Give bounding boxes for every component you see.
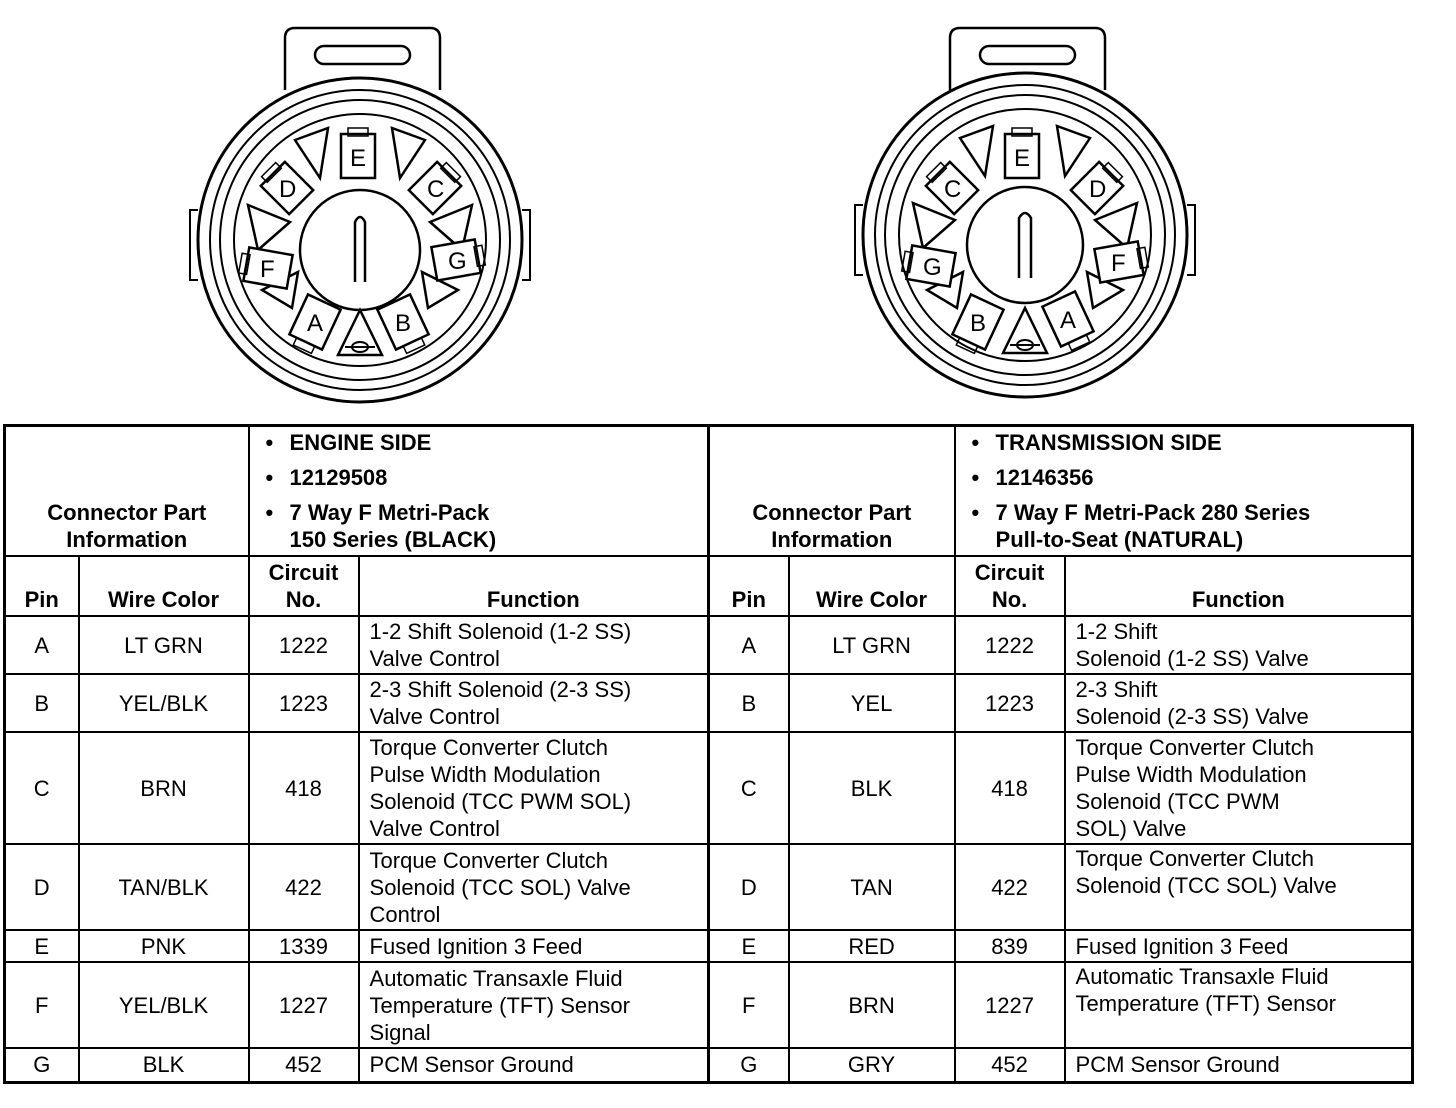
- left-function-line: Fused Ignition 3 Feed: [369, 933, 583, 959]
- left-function-line: Valve Control: [369, 646, 500, 671]
- left-pin-cell: F: [5, 962, 79, 1048]
- right-circuit-cell: 839: [955, 930, 1065, 962]
- right-wire-color-cell: YEL: [789, 674, 955, 732]
- transmission-pin-f-label: F: [1111, 250, 1126, 277]
- right-circuit-cell: 422: [955, 844, 1065, 930]
- col-circuit-right-line-2: No.: [991, 587, 1028, 612]
- right-function-cell: [1065, 616, 1413, 674]
- right-wire-color-cell: GRY: [789, 1048, 955, 1082]
- left-function-cell: [359, 930, 709, 962]
- left-circuit-cell: 422: [249, 844, 359, 930]
- right-function-line: PCM Sensor Ground: [1075, 1052, 1280, 1078]
- right-pin-cell: E: [709, 930, 789, 962]
- col-wire-color-right: Wire Color: [789, 556, 955, 616]
- transmission-side-connector: [815, 10, 1235, 410]
- right-function-cell: [1065, 962, 1413, 1048]
- table-row: [5, 1048, 1413, 1082]
- right-info-side: • TRANSMISSION SIDE: [996, 429, 1404, 456]
- right-function-line: 1-2 Shift: [1075, 619, 1158, 644]
- right-function-cell: [1065, 1048, 1413, 1082]
- right-info-type-line-2: Pull-to-Seat (NATURAL): [995, 527, 1244, 552]
- right-function-line: Solenoid (TCC PWM: [1075, 789, 1280, 814]
- engine-pin-g-label: G: [448, 248, 467, 275]
- left-wire-color-cell: TAN/BLK: [79, 844, 249, 930]
- right-info-label-line-2: Information: [771, 527, 893, 552]
- left-function-line: Valve Control: [369, 704, 500, 729]
- right-function-line: Solenoid (2-3 SS) Valve: [1075, 704, 1309, 729]
- transmission-pin-d-label: D: [1089, 176, 1107, 203]
- left-function-line: Automatic Transaxle Fluid: [369, 965, 623, 991]
- right-function-cell: [1065, 732, 1413, 844]
- left-function-line: 2-3 Shift Solenoid (2-3 SS): [369, 677, 632, 702]
- left-function-line: Pulse Width Modulation: [369, 762, 601, 787]
- engine-pin-b-label: B: [395, 310, 412, 337]
- right-pin-cell: G: [709, 1048, 789, 1082]
- right-wire-color-cell: LT GRN: [789, 616, 955, 674]
- column-header-row: [5, 556, 1413, 616]
- table-row: [5, 930, 1413, 962]
- transmission-pin-a-label: A: [1060, 307, 1077, 334]
- right-wire-color-cell: BLK: [789, 732, 955, 844]
- left-wire-color-cell: BRN: [79, 732, 249, 844]
- left-function-line: Torque Converter Clutch: [369, 735, 608, 760]
- left-function-cell: [359, 962, 709, 1048]
- left-info-label-line-1: Connector Part: [47, 500, 207, 525]
- right-pin-cell: C: [709, 732, 789, 844]
- right-pin-cell: A: [709, 616, 789, 674]
- left-circuit-cell: 1227: [249, 962, 359, 1048]
- right-circuit-cell: 1223: [955, 674, 1065, 732]
- col-pin-right: Pin: [709, 556, 789, 616]
- table-row: [5, 732, 1413, 844]
- transmission-pin-c-label: C: [944, 176, 962, 203]
- left-circuit-cell: 452: [249, 1048, 359, 1082]
- right-connector-info: [955, 426, 1413, 557]
- pinout-table: [3, 424, 1414, 1084]
- right-function-line: SOL) Valve: [1075, 816, 1187, 841]
- right-connector-info-label: [709, 426, 955, 557]
- left-function-line: Temperature (TFT) Sensor: [369, 992, 630, 1018]
- table-row: [5, 616, 1413, 674]
- right-wire-color-cell: RED: [789, 930, 955, 962]
- left-function-cell: [359, 616, 709, 674]
- engine-connector-drawing: [150, 10, 570, 410]
- right-info-label-line-1: Connector Part: [752, 500, 912, 525]
- col-wire-color-left: Wire Color: [79, 556, 249, 616]
- right-info-type-line-1: • 7 Way F Metri-Pack 280 Series: [996, 499, 1404, 526]
- engine-pin-e: [341, 128, 375, 178]
- engine-pin-e-label: E: [350, 145, 367, 172]
- right-circuit-cell: 418: [955, 732, 1065, 844]
- left-info-side: • ENGINE SIDE: [290, 429, 700, 456]
- left-wire-color-cell: YEL/BLK: [79, 962, 249, 1048]
- col-circuit-left-line-1: Circuit: [268, 560, 339, 585]
- left-wire-color-cell: PNK: [79, 930, 249, 962]
- right-function-line: Automatic Transaxle Fluid: [1075, 964, 1329, 989]
- right-wire-color-cell: TAN: [789, 844, 955, 930]
- left-pin-cell: G: [5, 1048, 79, 1082]
- left-circuit-cell: 1339: [249, 930, 359, 962]
- left-connector-info-label: [5, 426, 249, 557]
- engine-pin-f-label: F: [260, 256, 275, 283]
- left-function-cell: [359, 1048, 709, 1082]
- left-circuit-cell: 1222: [249, 616, 359, 674]
- col-circuit-right-line-1: Circuit: [974, 560, 1045, 585]
- left-function-cell: [359, 844, 709, 930]
- engine-pin-d-label: D: [279, 176, 297, 203]
- col-circuit-left-line-2: No.: [285, 587, 322, 612]
- table-header-row: [5, 426, 1413, 557]
- pin-rows: [5, 616, 1413, 1082]
- right-function-line: Temperature (TFT) Sensor: [1075, 991, 1336, 1016]
- left-function-line: Signal: [369, 1019, 431, 1045]
- left-pin-cell: C: [5, 732, 79, 844]
- right-circuit-cell: 452: [955, 1048, 1065, 1082]
- left-circuit-cell: 418: [249, 732, 359, 844]
- left-info-type-line-2: 150 Series (BLACK): [289, 527, 497, 552]
- left-pin-cell: A: [5, 616, 79, 674]
- col-function-left: Function: [359, 556, 709, 616]
- right-pin-cell: B: [709, 674, 789, 732]
- right-info-part-number: • 12146356: [996, 464, 1404, 491]
- right-function-cell: [1065, 674, 1413, 732]
- right-pin-cell: F: [709, 962, 789, 1048]
- left-pin-cell: D: [5, 844, 79, 930]
- left-pin-cell: E: [5, 930, 79, 962]
- left-function-cell: [359, 732, 709, 844]
- engine-pin-c-label: C: [427, 176, 445, 203]
- right-circuit-cell: 1227: [955, 962, 1065, 1048]
- right-function-line: Solenoid (1-2 SS) Valve: [1075, 646, 1309, 671]
- left-wire-color-cell: YEL/BLK: [79, 674, 249, 732]
- left-function-line: Control: [369, 901, 441, 927]
- right-function-line: Torque Converter Clutch: [1075, 735, 1314, 760]
- left-pin-cell: B: [5, 674, 79, 732]
- left-function-line: 1-2 Shift Solenoid (1-2 SS): [369, 619, 632, 644]
- left-wire-color-cell: BLK: [79, 1048, 249, 1082]
- col-circuit-left: [249, 556, 359, 616]
- right-function-line: Fused Ignition 3 Feed: [1075, 933, 1289, 959]
- col-pin-left: Pin: [5, 556, 79, 616]
- right-function-cell: [1065, 844, 1413, 930]
- transmission-pin-g-label: G: [923, 254, 942, 281]
- table-row: [5, 674, 1413, 732]
- transmission-pin-b-label: B: [970, 310, 987, 337]
- left-function-cell: [359, 674, 709, 732]
- left-connector-info: [249, 426, 709, 557]
- left-function-line: PCM Sensor Ground: [369, 1052, 574, 1078]
- right-function-line: Pulse Width Modulation: [1075, 762, 1307, 787]
- transmission-pin-e-label: E: [1014, 145, 1031, 172]
- table-row: [5, 844, 1413, 930]
- right-wire-color-cell: BRN: [789, 962, 955, 1048]
- right-pin-cell: D: [709, 844, 789, 930]
- left-info-part-number: • 12129508: [290, 464, 700, 491]
- left-function-line: Valve Control: [369, 816, 500, 841]
- right-function-line: Torque Converter Clutch: [1075, 846, 1314, 871]
- left-info-label-line-2: Information: [66, 527, 188, 552]
- col-circuit-right: [955, 556, 1065, 616]
- left-info-type-line-1: • 7 Way F Metri-Pack: [290, 499, 700, 526]
- right-function-line: 2-3 Shift: [1075, 677, 1158, 702]
- engine-pin-a-label: A: [307, 310, 324, 337]
- left-function-line: Solenoid (TCC PWM SOL): [369, 789, 632, 814]
- right-function-line: Solenoid (TCC SOL) Valve: [1075, 873, 1337, 898]
- left-function-line: Solenoid (TCC SOL) Valve: [369, 874, 631, 900]
- left-function-line: Torque Converter Clutch: [369, 847, 608, 873]
- transmission-connector-drawing: [815, 10, 1235, 410]
- right-circuit-cell: 1222: [955, 616, 1065, 674]
- engine-side-connector: [150, 10, 570, 410]
- left-circuit-cell: 1223: [249, 674, 359, 732]
- transmission-pin-e: [1005, 128, 1039, 178]
- table-row: [5, 962, 1413, 1048]
- col-function-right: Function: [1065, 556, 1413, 616]
- right-function-cell: [1065, 930, 1413, 962]
- left-wire-color-cell: LT GRN: [79, 616, 249, 674]
